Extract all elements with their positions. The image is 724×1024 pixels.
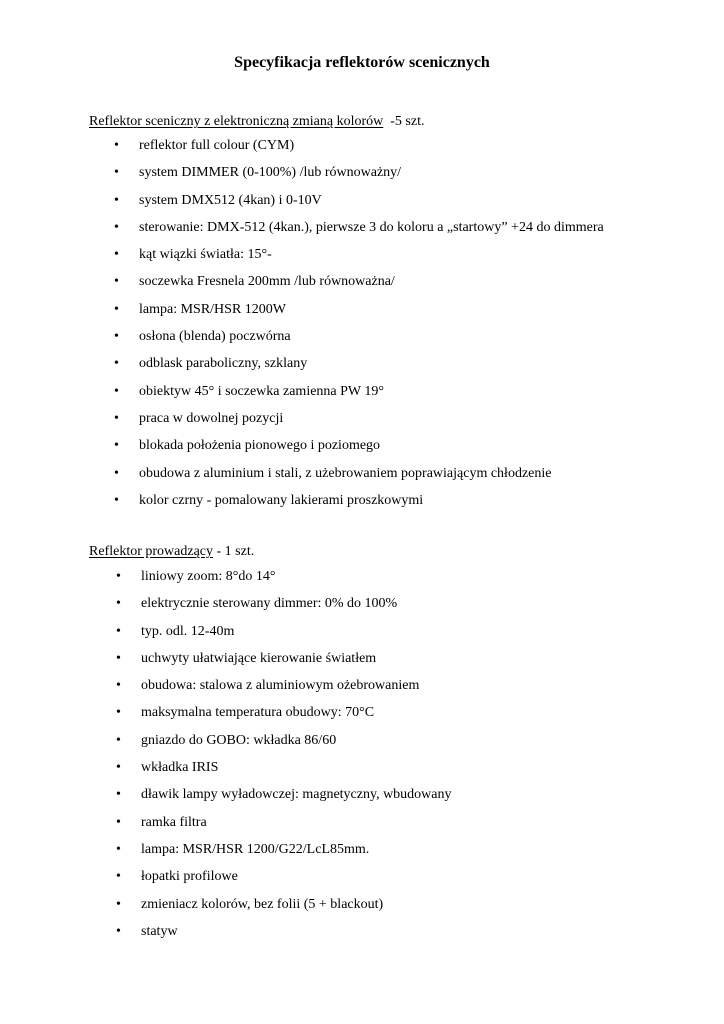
section-heading-text: Reflektor prowadzący: [89, 544, 213, 559]
list-item-text: typ. odl. 12-40m: [141, 623, 235, 639]
list-item: [0, 649, 452, 676]
list-item-text: wkładka IRIS: [141, 760, 219, 776]
bullet-icon: •: [116, 650, 121, 666]
list-item-text: system DMX512 (4kan) i 0-10V: [139, 192, 322, 208]
list-item-text: ramka filtra: [141, 814, 207, 830]
list-item: [0, 354, 604, 381]
bullet-icon: •: [116, 896, 121, 912]
list-item: [0, 272, 604, 299]
bullet-icon: •: [114, 192, 119, 208]
list-item-text: kolor czrny - pomalowany lakierami proszkowymi: [139, 492, 424, 508]
bullet-icon: •: [114, 138, 119, 153]
list-item-text: kąt wiązki światła: 15°-: [139, 247, 272, 263]
bullet-icon: •: [114, 247, 119, 263]
list-item: [0, 922, 452, 949]
list-item: [0, 491, 604, 518]
list-item: [0, 785, 452, 812]
list-item-text: lampa: MSR/HSR 1200W: [139, 301, 287, 317]
bullet-icon: •: [114, 219, 119, 235]
bullet-icon: •: [116, 787, 121, 803]
list-item-text: statyw: [141, 923, 178, 939]
list-item-text: sterowanie: DMX-512 (4kan.), pierwsze 3 do koloru a „startowy” +24 do dimmera: [139, 219, 604, 235]
bullet-icon: •: [116, 841, 121, 857]
bullet-icon: •: [114, 410, 119, 426]
list-item: [0, 813, 452, 840]
list-item: [0, 676, 452, 703]
bullet-icon: •: [116, 569, 121, 584]
list-item: [0, 731, 452, 758]
list-item: [0, 840, 452, 867]
section-heading-followspot: [89, 543, 254, 561]
list-item: [0, 867, 452, 894]
bullet-icon: •: [114, 356, 119, 372]
list-item: [0, 567, 452, 594]
list-item-text: obiektyw 45° i soczewka zamienna PW 19°: [139, 383, 384, 399]
bullet-icon: •: [114, 301, 119, 317]
list-item-text: liniowy zoom: 8°do 14°: [141, 569, 276, 584]
list-item-text: dławik lampy wyładowczej: magnetyczny, wbudowany: [141, 787, 452, 803]
bullet-icon: •: [116, 623, 121, 639]
spec-list-stage-reflector: [0, 136, 604, 518]
list-item-text: osłona (blenda) poczwórna: [139, 329, 291, 345]
list-item-text: reflektor full colour (CYM): [139, 138, 295, 153]
bullet-icon: •: [116, 760, 121, 776]
section-heading-text: Reflektor sceniczny z elektroniczną zmianą kolorów: [89, 114, 384, 129]
list-item: [0, 409, 604, 436]
list-item-text: odblask paraboliczny, szklany: [139, 356, 308, 372]
bullet-icon: •: [116, 732, 121, 748]
list-item-text: lampa: MSR/HSR 1200/G22/LcL85mm.: [141, 841, 370, 857]
list-item-text: łopatki profilowe: [141, 869, 238, 885]
bullet-icon: •: [116, 705, 121, 721]
bullet-icon: •: [114, 465, 119, 481]
bullet-icon: •: [116, 678, 121, 694]
list-item: [0, 703, 452, 730]
section-heading-quantity: -5 szt.: [383, 114, 425, 129]
document-title: Specyfikacja reflektorów scenicznych: [234, 54, 490, 71]
bullet-icon: •: [114, 383, 119, 399]
bullet-icon: •: [114, 165, 119, 181]
list-item-text: obudowa: stalowa z aluminiowym ożebrowaniem: [141, 678, 420, 694]
list-item: [0, 136, 604, 163]
list-item-text: elektrycznie sterowany dimmer: 0% do 100%: [141, 596, 398, 612]
list-item: [0, 382, 604, 409]
list-item: [0, 163, 604, 190]
list-item-text: obudowa z aluminium i stali, z użebrowaniem poprawiającym chłodzenie: [139, 465, 552, 481]
section-heading-stage-reflector: [89, 113, 424, 131]
spec-list-followspot: [0, 567, 452, 949]
section-heading-quantity: - 1 szt.: [213, 544, 255, 559]
list-item-text: blokada położenia pionowego i poziomego: [139, 438, 381, 454]
list-item: [0, 758, 452, 785]
list-item: [0, 895, 452, 922]
list-item: [0, 464, 604, 491]
list-item: [0, 327, 604, 354]
bullet-icon: •: [116, 869, 121, 885]
bullet-icon: •: [116, 923, 121, 939]
list-item-text: zmieniacz kolorów, bez folii (5 + blackout): [141, 896, 384, 912]
list-item: [0, 245, 604, 272]
bullet-icon: •: [116, 814, 121, 830]
list-item: [0, 191, 604, 218]
list-item-text: gniazdo do GOBO: wkładka 86/60: [141, 732, 337, 748]
bullet-icon: •: [114, 492, 119, 508]
bullet-icon: •: [114, 274, 119, 290]
list-item: [0, 436, 604, 463]
bullet-icon: •: [114, 438, 119, 454]
list-item: [0, 218, 604, 245]
list-item-text: maksymalna temperatura obudowy: 70°C: [141, 705, 375, 721]
list-item-text: praca w dowolnej pozycji: [139, 410, 284, 426]
list-item-text: system DIMMER (0-100%) /lub równoważny/: [139, 165, 402, 181]
list-item-text: soczewka Fresnela 200mm /lub równoważna/: [139, 274, 395, 290]
list-item: [0, 594, 452, 621]
bullet-icon: •: [114, 329, 119, 345]
list-item: [0, 622, 452, 649]
list-item-text: uchwyty ułatwiające kierowanie światłem: [141, 650, 377, 666]
list-item: [0, 300, 604, 327]
bullet-icon: •: [116, 596, 121, 612]
